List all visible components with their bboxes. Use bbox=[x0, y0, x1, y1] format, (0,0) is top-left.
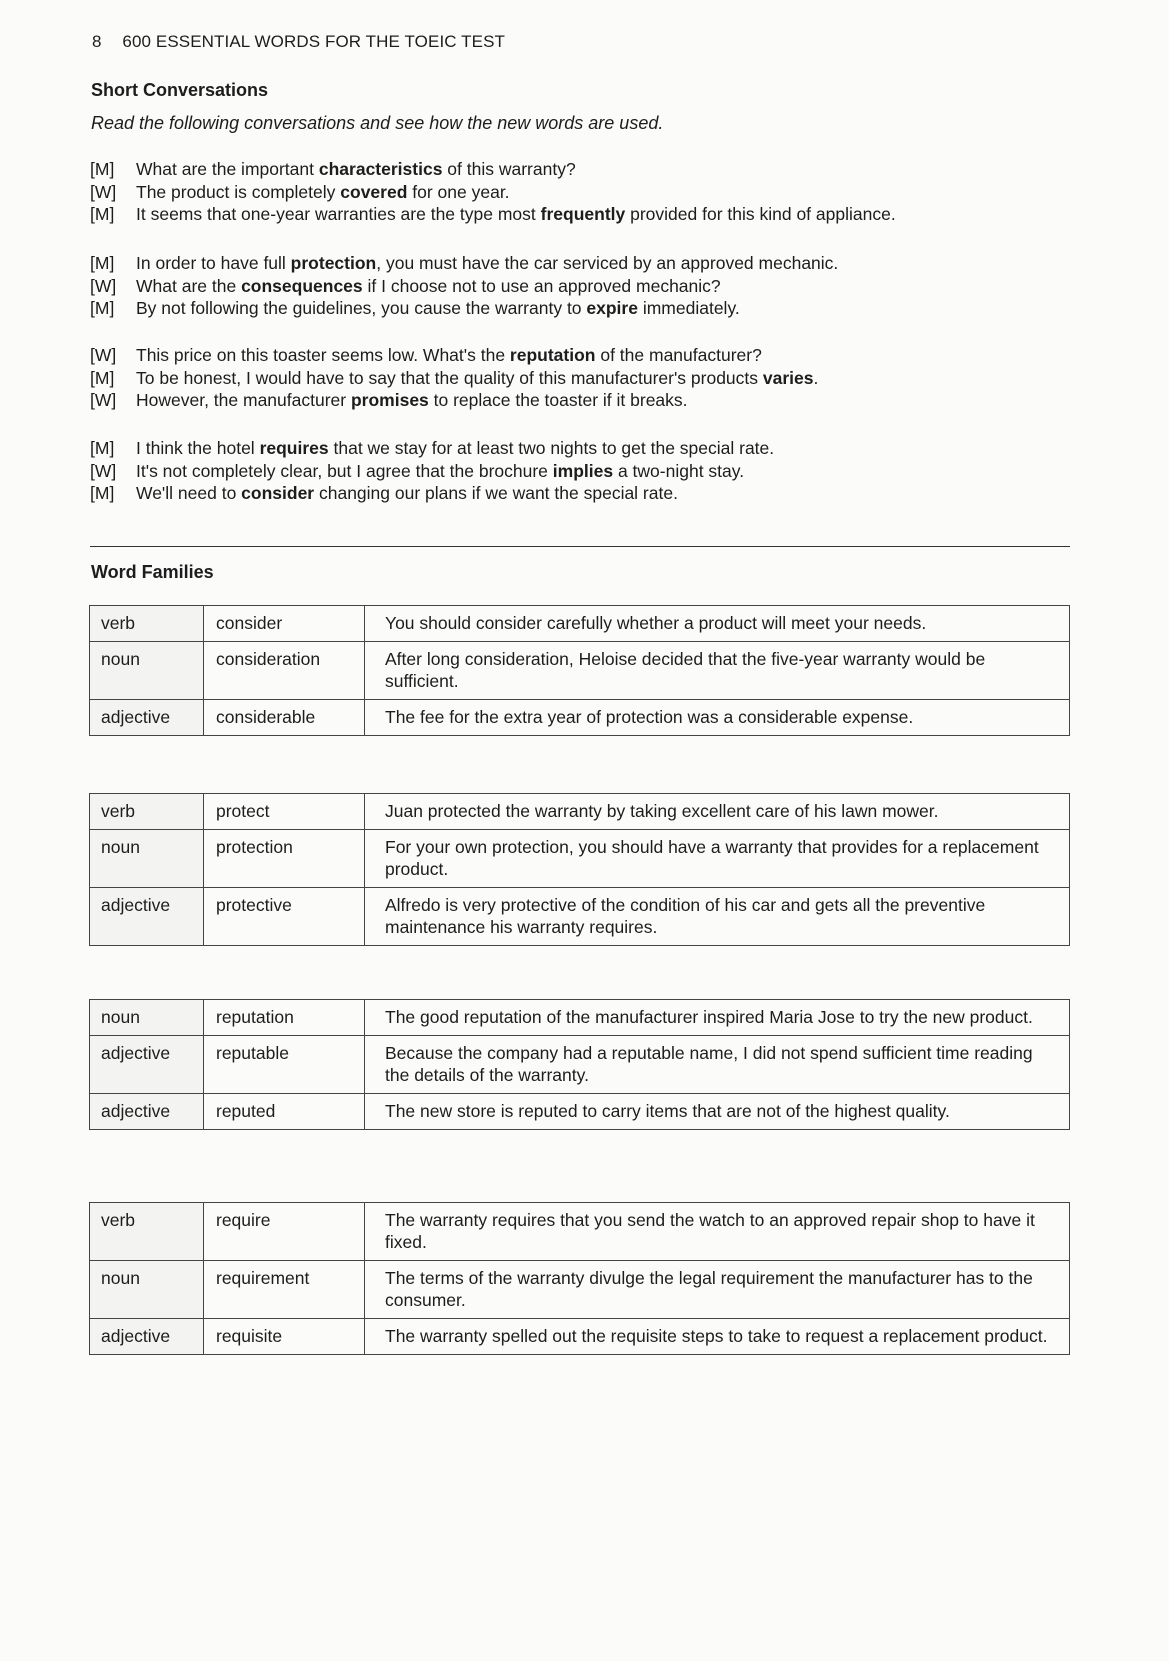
table-row bbox=[90, 606, 1070, 642]
table-row bbox=[90, 830, 1070, 888]
table-row bbox=[90, 1000, 1070, 1036]
word-family-table bbox=[89, 1202, 1070, 1355]
table-row bbox=[90, 1261, 1070, 1319]
word-families-title: Word Families bbox=[91, 562, 214, 582]
table-row bbox=[90, 1203, 1070, 1261]
vocab-word: reputation bbox=[509, 345, 596, 365]
table-row bbox=[90, 642, 1070, 700]
page-header bbox=[92, 32, 505, 52]
part-of-speech: noun bbox=[90, 1000, 204, 1036]
speaker-label: [W] bbox=[90, 275, 117, 296]
example-sentence: The new store is reputed to carry items that are not of the highest quality. bbox=[365, 1094, 1070, 1130]
word-form: reputation bbox=[204, 1000, 365, 1036]
example-sentence: Juan protected the warranty by taking excellent care of his lawn mower. bbox=[365, 794, 1070, 830]
instruction-text: Read the following conversations and see how the new words are used. bbox=[91, 113, 664, 133]
example-sentence: The good reputation of the manufacturer inspired Maria Jose to try the new product. bbox=[365, 1000, 1070, 1036]
speaker-label: [M] bbox=[90, 438, 115, 458]
example-sentence: After long consideration, Heloise decided that the five-year warranty would be sufficient. bbox=[365, 642, 1070, 700]
vocab-word: consider bbox=[241, 483, 315, 503]
vocab-word: consequences bbox=[241, 275, 363, 296]
page: 8 600 ESSENTIAL WORDS FOR THE TOEIC TEST Short Conversations Read the following conversations and see how the new words are used. [M] What are the important characteristics of this warranty? [W] The product is completely covered for one year. [M] It seems that one-year warranties are the type most frequently provided for this kind of appliance. [M] In order to have full protection, you must have the car serviced by an approved mechanic. [W] What are the consequences if I choose not to use an approved mechanic? [M] By not following the guidelines, you cause the warranty to expire immediately. [W] This price on this toaster seems low. What's the reputation of the manufacturer? [M] To be honest, I would have to say that the quality of this manufacturer's products varies. [W] However, the manufacturer promises to replace the toaster if it breaks. [M] I think the hotel requires that we stay for at least two nights to get the special rate. [W] It's not completely clear, but I agree that the brochure implies a two-night stay. [M] We'll need to consider changing our plans if we want the special rate. Word Families verb consider You should consider carefully whether a product will meet your needs. noun consideration After long consideration, Heloise decided that the five-year warranty would be sufficient. adjective considerable The fee for the extra year of protection was a considerable expense. verb protect Juan protected the warranty by taking excellent care of his lawn mower. noun protection For your own protection, you should have a warranty that provides for a replacement product. adjective protective Alfredo is very protective of the condition of his car and gets all the preventive maintenance his warranty requires. noun reputation The good reputation of the manufacturer inspired Maria Jose to try the new product. adjective reputable Because the company had a reputable name, I did not spend sufficient time reading the details of the warranty. adjective reputed The new store is reputed to carry items that are not of the highest quality. verb require The warranty requires that you send the watch to an approved repair shop to have it fixed. noun requirement The terms of the warranty divulge the legal requirement the manufacturer has to the consumer. adjective requisite The warranty spelled out the requisite steps to take to request a replacement product. bbox=[0, 0, 1169, 1661]
table-row bbox=[90, 1036, 1070, 1094]
word-family-table bbox=[89, 605, 1070, 736]
word-form: consideration bbox=[204, 642, 365, 700]
speaker-label: [W] bbox=[90, 460, 117, 481]
example-sentence: The warranty spelled out the requisite steps to take to request a replacement product. bbox=[365, 1319, 1070, 1355]
part-of-speech: noun bbox=[90, 1261, 204, 1319]
part-of-speech: adjective bbox=[90, 1319, 204, 1355]
speaker-label: [M] bbox=[90, 298, 115, 318]
vocab-word: covered bbox=[340, 181, 408, 202]
table-row bbox=[90, 794, 1070, 830]
table-row bbox=[90, 1319, 1070, 1355]
speaker-label: [M] bbox=[90, 253, 115, 273]
table-row bbox=[90, 1094, 1070, 1130]
page-number: 8 bbox=[92, 32, 102, 51]
speaker-label: [M] bbox=[90, 483, 115, 503]
short-conversations-title: Short Conversations bbox=[91, 80, 269, 100]
vocab-word: frequently bbox=[540, 204, 626, 224]
part-of-speech: adjective bbox=[90, 1094, 204, 1130]
word-form: considerable bbox=[204, 700, 365, 736]
vocab-word: expire bbox=[586, 298, 638, 318]
speaker-label: [W] bbox=[90, 390, 117, 410]
vocab-word: requires bbox=[259, 438, 329, 458]
vocab-word: protection bbox=[290, 253, 377, 273]
part-of-speech: noun bbox=[90, 642, 204, 700]
example-sentence: The fee for the extra year of protection was a considerable expense. bbox=[365, 700, 1070, 736]
example-sentence: The terms of the warranty divulge the legal requirement the manufacturer has to the consumer. bbox=[365, 1261, 1070, 1319]
word-form: requisite bbox=[204, 1319, 365, 1355]
word-family-table bbox=[89, 999, 1070, 1130]
example-sentence: Because the company had a reputable name, I did not spend sufficient time reading the details of the warranty. bbox=[365, 1036, 1070, 1094]
word-form: protective bbox=[204, 888, 365, 946]
section-divider bbox=[90, 546, 1070, 547]
part-of-speech: noun bbox=[90, 830, 204, 888]
table-row bbox=[90, 700, 1070, 736]
speaker-label: [M] bbox=[90, 367, 115, 388]
word-form: reputable bbox=[204, 1036, 365, 1094]
vocab-word: implies bbox=[552, 460, 614, 481]
example-sentence: The warranty requires that you send the watch to an approved repair shop to have it fixed. bbox=[365, 1203, 1070, 1261]
vocab-word: characteristics bbox=[318, 159, 443, 179]
word-form: consider bbox=[204, 606, 365, 642]
word-form: reputed bbox=[204, 1094, 365, 1130]
speaker-label: [M] bbox=[90, 204, 115, 224]
speaker-label: [W] bbox=[90, 181, 117, 202]
word-form: protect bbox=[204, 794, 365, 830]
example-sentence: Alfredo is very protective of the condition of his car and gets all the preventive maintenance his warranty requires. bbox=[365, 888, 1070, 946]
book-title: 600 ESSENTIAL WORDS FOR THE TOEIC TEST bbox=[122, 32, 506, 51]
word-form: protection bbox=[204, 830, 365, 888]
word-family-table bbox=[89, 793, 1070, 946]
table-row bbox=[90, 888, 1070, 946]
speaker-label: [W] bbox=[90, 345, 117, 365]
speaker-label: [M] bbox=[90, 159, 115, 179]
vocab-word: varies bbox=[762, 367, 814, 388]
part-of-speech: adjective bbox=[90, 1036, 204, 1094]
part-of-speech: verb bbox=[90, 1203, 204, 1261]
vocab-word: promises bbox=[350, 390, 429, 410]
word-form: require bbox=[204, 1203, 365, 1261]
example-sentence: You should consider carefully whether a product will meet your needs. bbox=[365, 606, 1070, 642]
part-of-speech: verb bbox=[90, 606, 204, 642]
part-of-speech: verb bbox=[90, 794, 204, 830]
part-of-speech: adjective bbox=[90, 888, 204, 946]
word-form: requirement bbox=[204, 1261, 365, 1319]
example-sentence: For your own protection, you should have a warranty that provides for a replacement product. bbox=[365, 830, 1070, 888]
part-of-speech: adjective bbox=[90, 700, 204, 736]
